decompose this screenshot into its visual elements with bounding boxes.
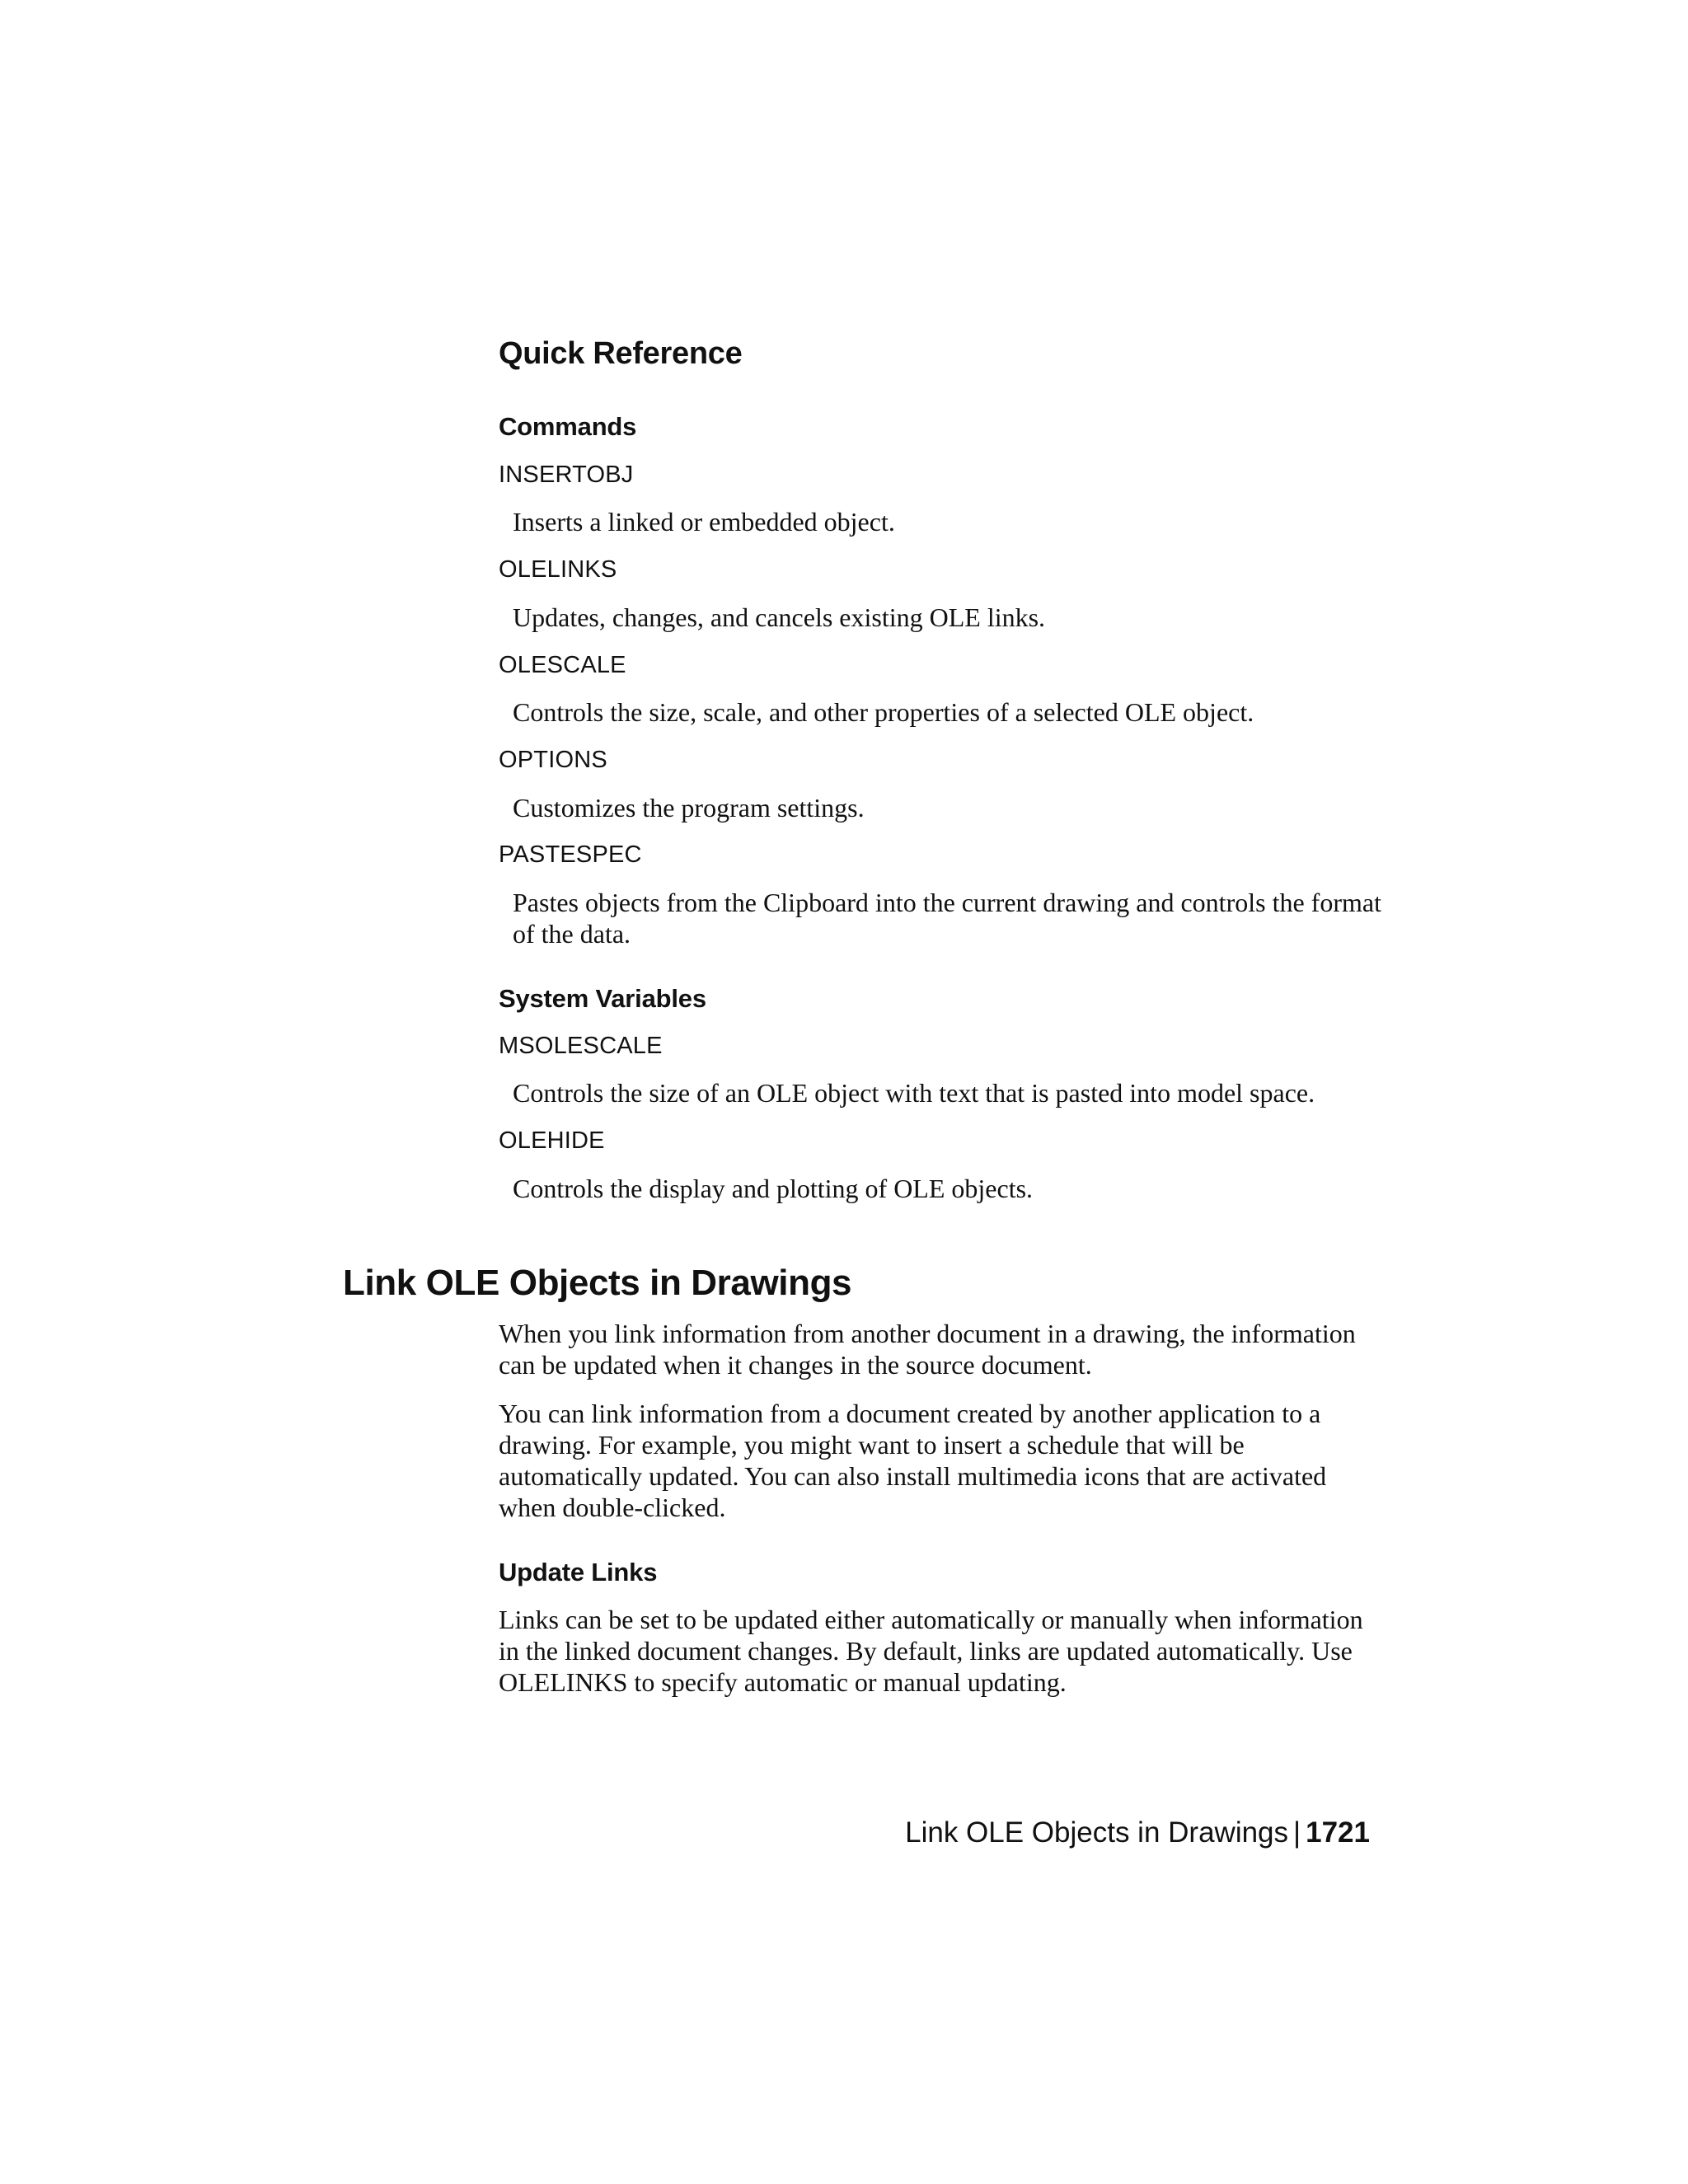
command-name: OLESCALE [499, 652, 626, 678]
system-variable-name: MSOLESCALE [499, 1033, 663, 1059]
section-heading: Link OLE Objects in Drawings [343, 1263, 852, 1303]
footer-title: Link OLE Objects in Drawings [905, 1816, 1289, 1849]
commands-heading: Commands [499, 412, 637, 441]
command-name: OLELINKS [499, 556, 617, 583]
update-links-heading: Update Links [499, 1558, 658, 1586]
system-variable-name: OLEHIDE [499, 1127, 605, 1154]
command-description: Pastes objects from the Clipboard into the current drawing and controls the format of the data. [513, 888, 1381, 949]
quick-reference-heading: Quick Reference [499, 336, 743, 371]
command-description: Updates, changes, and cancels existing OLE links. [513, 602, 1046, 632]
command-description: Inserts a linked or embedded object. [513, 507, 895, 537]
body-paragraph: When you link information from another document in a drawing, the information can be updated when it changes in the source document. [499, 1319, 1356, 1380]
command-name: PASTESPEC [499, 841, 642, 868]
body-paragraph: You can link information from a document created by another application to a drawing. For example, you might want to insert a schedule that will be automatically updated. You can also install multimedia icons that are activated when double-clicked. [499, 1399, 1327, 1522]
page-footer [905, 1816, 1370, 1849]
command-name: INSERTOBJ [499, 462, 634, 488]
command-name: OPTIONS [499, 747, 607, 773]
system-variables-heading: System Variables [499, 984, 706, 1013]
system-variable-description: Controls the size of an OLE object with text that is pasted into model space. [513, 1078, 1315, 1108]
page-number: 1721 [1306, 1816, 1370, 1849]
system-variable-description: Controls the display and plotting of OLE objects. [513, 1174, 1034, 1203]
update-links-paragraph: Links can be set to be updated either automatically or manually when information in the linked document changes. By default, links are updated automatically. Use OLELINKS to specify automatic or manual updating. [499, 1605, 1363, 1697]
command-description: Controls the size, scale, and other properties of a selected OLE object. [513, 697, 1254, 727]
command-description: Customizes the program settings. [513, 793, 865, 823]
footer-separator: | [1293, 1816, 1301, 1849]
